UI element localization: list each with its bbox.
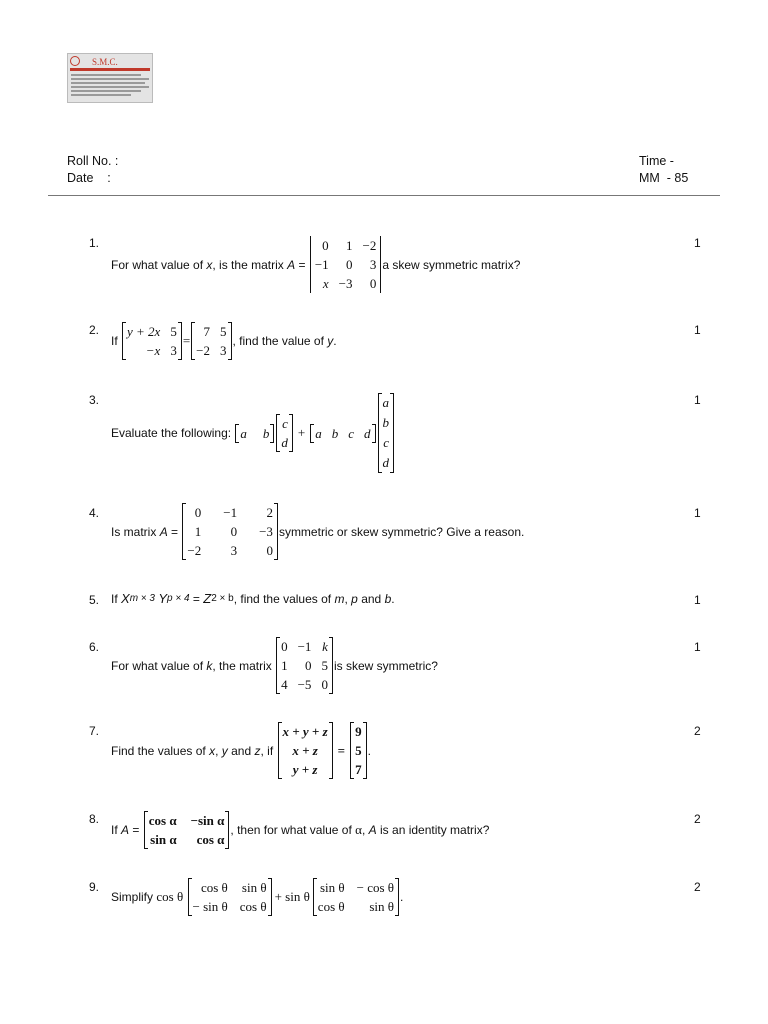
question-body: Find the values of x , y and z , if x + y + z x + z y + z = 9 5 7 .	[111, 724, 371, 777]
question-marks: 2	[694, 812, 701, 826]
emblem-icon	[70, 56, 80, 66]
matrix: 0 −1 2 1 0 −3 −2 3 0	[182, 503, 278, 560]
question-body: Simplify cos θ cos θ sin θ − sin θ cos θ + sin θ sin θ − cos θ cos θ sin θ .	[111, 880, 404, 914]
question-marks: 2	[694, 724, 701, 738]
row-vector: a b c d	[310, 424, 375, 443]
question-body: Evaluate the following: a b c d + a b c d a b c d	[111, 393, 395, 473]
matrix: 0 −1 k 1 0 5 4 −5 0	[276, 637, 333, 694]
question-body: For what value of x , is the matrix A = 0 1 −2 −1 0 3 x −3 0 a skew symmetric matrix?	[111, 238, 521, 291]
question-number: 4.	[89, 506, 100, 520]
question-marks: 1	[694, 393, 701, 407]
matrix-right: 9 5 7	[350, 722, 367, 779]
question-marks: 1	[694, 640, 701, 654]
question-number: 2.	[89, 323, 100, 337]
question-marks: 1	[694, 593, 701, 607]
matrix: sin θ − cos θ cos θ sin θ	[313, 878, 399, 916]
question-body: For what value of k , the matrix 0 −1 k 1 0 5 4 −5 0 is skew symmetric?	[111, 639, 438, 692]
matrix-left: x + y + z x + z y + z	[278, 722, 333, 779]
matrix-right: 7 5 −2 3	[191, 322, 231, 360]
column-vector: c d	[276, 414, 293, 452]
date-label: Date :	[67, 171, 111, 185]
question-marks: 1	[694, 506, 701, 520]
question-number: 9.	[89, 880, 100, 894]
question-number: 5.	[89, 593, 100, 607]
matrix: cos θ sin θ − sin θ cos θ	[188, 878, 272, 916]
time-label: Time -	[639, 154, 674, 168]
roll-no-label: Roll No. :	[67, 154, 119, 168]
row-vector: a b	[235, 424, 274, 443]
column-vector: a b c d	[378, 393, 395, 473]
question-marks: 1	[694, 323, 701, 337]
question-body: If A = cos α −sin α sin α cos α , then for what value of α , A is an identity matrix?	[111, 813, 490, 847]
question-body: Is matrix A = 0 −1 2 1 0 −3 −2 3 0 symmetric or skew symmetric? Give a reason.	[111, 505, 525, 558]
matrix: cos α −sin α sin α cos α	[144, 811, 230, 849]
question-marks: 2	[694, 880, 701, 894]
matrix: 0 1 −2 −1 0 3 x −3 0	[310, 236, 382, 293]
logo-bar	[70, 68, 150, 71]
question-number: 8.	[89, 812, 100, 826]
max-marks-label: MM - 85	[639, 171, 689, 185]
question-marks: 1	[694, 236, 701, 250]
question-body: If X m × 3 Y p × 4 = Z 2 × b , find the values of m , p and b .	[111, 591, 395, 606]
question-body: If y + 2x 5 −x 3 = 7 5 −2 3 , find the value of y .	[111, 324, 337, 358]
matrix-left: y + 2x 5 −x 3	[122, 322, 182, 360]
question-number: 6.	[89, 640, 100, 654]
question-number: 1.	[89, 236, 100, 250]
question-number: 7.	[89, 724, 100, 738]
question-number: 3.	[89, 393, 100, 407]
header-divider	[48, 195, 720, 196]
school-logo	[67, 53, 153, 103]
logo-name: S.M.C.	[92, 57, 118, 67]
